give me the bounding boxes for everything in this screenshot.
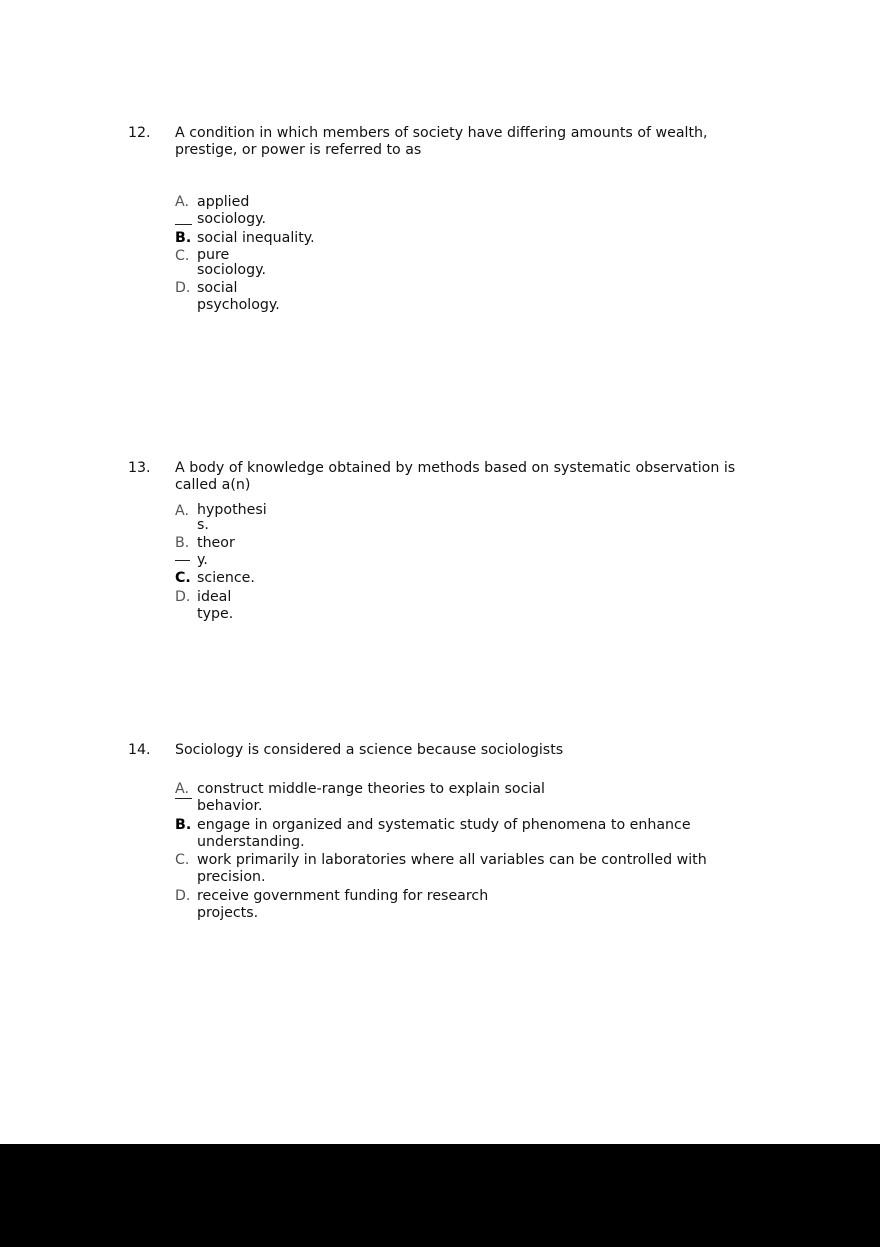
question-number: 14. [128,742,151,758]
answer-options [175,194,315,315]
question-text: A body of knowledge obtained by methods based on systematic observation is called a(n) [175,460,736,493]
question-text: A condition in which members of society have differing amounts of wealth, prestige, or power is referred to as [175,125,708,158]
option-label: A. [175,781,197,815]
question-13 [128,460,768,622]
answer-blank-mark [175,798,192,799]
option-a [175,781,707,815]
option-label-correct: C. [175,570,191,586]
question-12 [128,125,768,313]
option-a [175,194,315,228]
option-text: theor y. [197,534,235,568]
option-label: C. [175,852,190,868]
question-14 [128,742,768,921]
option-text: pure sociology. [197,247,267,278]
option-c [175,570,267,587]
option-label: A. [175,503,189,519]
answer-options [175,781,707,923]
option-label: D. [175,279,191,296]
option-d [175,280,315,314]
option-text: hypothesi s. [197,502,267,533]
option-label: D. [175,588,191,605]
question-text: Sociology is considered a science because sociologists [175,742,564,758]
option-text: science. [197,570,255,586]
option-text: receive government funding for research projects. [197,887,489,921]
option-text: social psychology. [197,279,280,313]
option-text: construct middle-range theories to explain social behavior. [197,781,545,814]
bottom-black-bar [0,1144,880,1247]
answer-options [175,503,267,624]
option-label: D. [175,887,191,904]
option-label-correct: B. [175,816,192,833]
option-b [175,230,315,247]
question-number: 13. [128,460,151,476]
option-text: work primarily in laboratories where all variables can be controlled with precision. [197,852,707,885]
option-text: ideal type. [197,588,234,622]
answer-blank-mark [175,224,192,225]
option-text: engage in organized and systematic study of phenomena to enhance understanding. [197,816,691,850]
option-d [175,589,267,623]
option-label: C. [175,248,190,264]
option-c [175,248,315,278]
option-b [175,817,707,851]
option-text: social inequality. [197,229,315,246]
option-a [175,503,267,533]
option-label-correct: B. [175,229,192,246]
question-number: 12. [128,125,151,141]
option-c [175,852,707,886]
option-label: A. [175,194,197,228]
option-text: applied sociology. [197,194,267,227]
option-label: B. [175,535,197,569]
answer-blank-mark [175,560,190,561]
option-d [175,888,707,922]
option-b [175,535,267,569]
